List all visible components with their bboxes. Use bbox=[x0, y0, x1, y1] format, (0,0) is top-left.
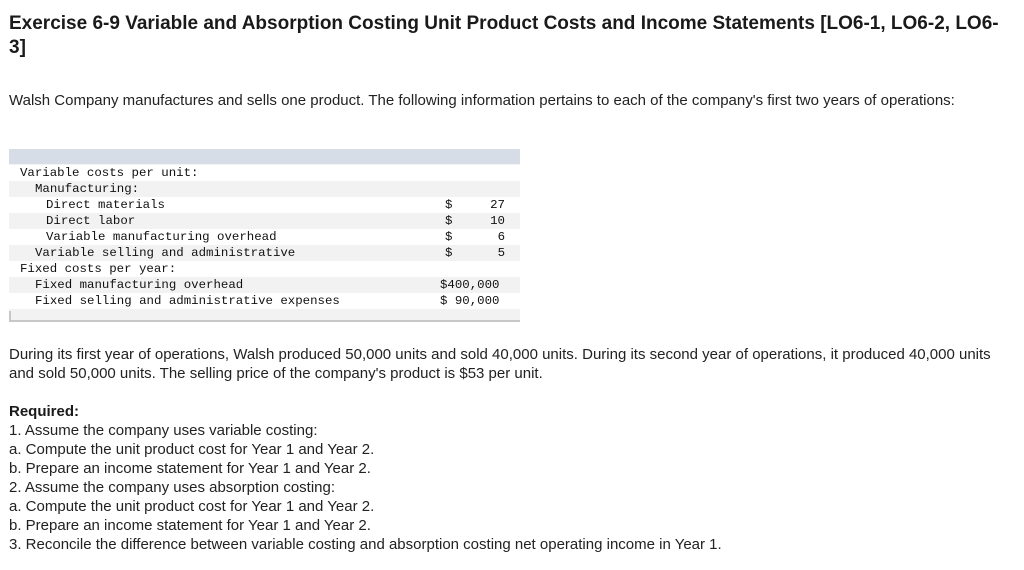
row-value: 27 bbox=[490, 198, 505, 212]
table-row bbox=[9, 245, 520, 261]
table-row bbox=[9, 261, 520, 277]
dollar-sign: $ bbox=[445, 214, 453, 228]
table-row bbox=[9, 197, 520, 213]
row-value: 10 bbox=[490, 214, 505, 228]
required-heading: Required: bbox=[9, 403, 80, 420]
required-item: a. Compute the unit product cost for Year 1 and Year 2. bbox=[9, 441, 375, 458]
required-item: 2. Assume the company uses absorption costing: bbox=[9, 479, 336, 496]
row-label: Variable manufacturing overhead bbox=[46, 230, 277, 244]
row-value: 5 bbox=[497, 246, 505, 260]
table-row bbox=[9, 229, 520, 245]
row-label: Fixed manufacturing overhead bbox=[35, 278, 244, 292]
row-label: Fixed selling and administrative expenses bbox=[35, 294, 340, 308]
row-label: Direct materials bbox=[46, 198, 165, 212]
table-bottom-marker bbox=[9, 311, 11, 320]
required-item: 3. Reconcile the difference between variable costing and absorption costing net operating income in Year 1. bbox=[9, 536, 722, 553]
row-value: $ 90,000 bbox=[440, 294, 500, 308]
table-row bbox=[9, 293, 520, 309]
cost-data-table bbox=[9, 149, 520, 322]
table-row bbox=[9, 213, 520, 229]
required-item: b. Prepare an income statement for Year 1 and Year 2. bbox=[9, 517, 371, 534]
required-item: b. Prepare an income statement for Year 1 and Year 2. bbox=[9, 460, 371, 477]
table-row bbox=[9, 165, 520, 181]
row-value: $400,000 bbox=[440, 278, 500, 292]
row-label: Manufacturing: bbox=[35, 182, 140, 196]
required-section bbox=[9, 402, 1009, 554]
exercise-title: Exercise 6-9 Variable and Absorption Costing Unit Product Costs and Income Statements [LO6-1, LO6-2, LO6-3] bbox=[9, 13, 999, 58]
table-header-band bbox=[9, 149, 520, 164]
dollar-sign: $ bbox=[445, 198, 453, 212]
required-item: a. Compute the unit product cost for Year 1 and Year 2. bbox=[9, 498, 375, 515]
row-label: Fixed costs per year: bbox=[20, 262, 177, 276]
table-row bbox=[9, 181, 520, 197]
row-label: Variable costs per unit: bbox=[20, 166, 199, 180]
dollar-sign: $ bbox=[445, 230, 453, 244]
dollar-sign: $ bbox=[445, 246, 453, 260]
operations-paragraph: During its first year of operations, Walsh produced 50,000 units and sold 40,000 units. During its second year of operations, it produced 40,000 units and sold 50,000 units. The selling price of the company's product is $53 per unit. bbox=[9, 346, 991, 382]
row-label: Direct labor bbox=[46, 214, 136, 228]
intro-paragraph: Walsh Company manufactures and sells one product. The following information pertains to each of the company's first two years of operations: bbox=[9, 92, 955, 109]
row-label: Variable selling and administrative bbox=[35, 246, 296, 260]
row-value: 6 bbox=[497, 230, 505, 244]
required-item: 1. Assume the company uses variable costing: bbox=[9, 422, 318, 439]
table-row bbox=[9, 277, 520, 293]
